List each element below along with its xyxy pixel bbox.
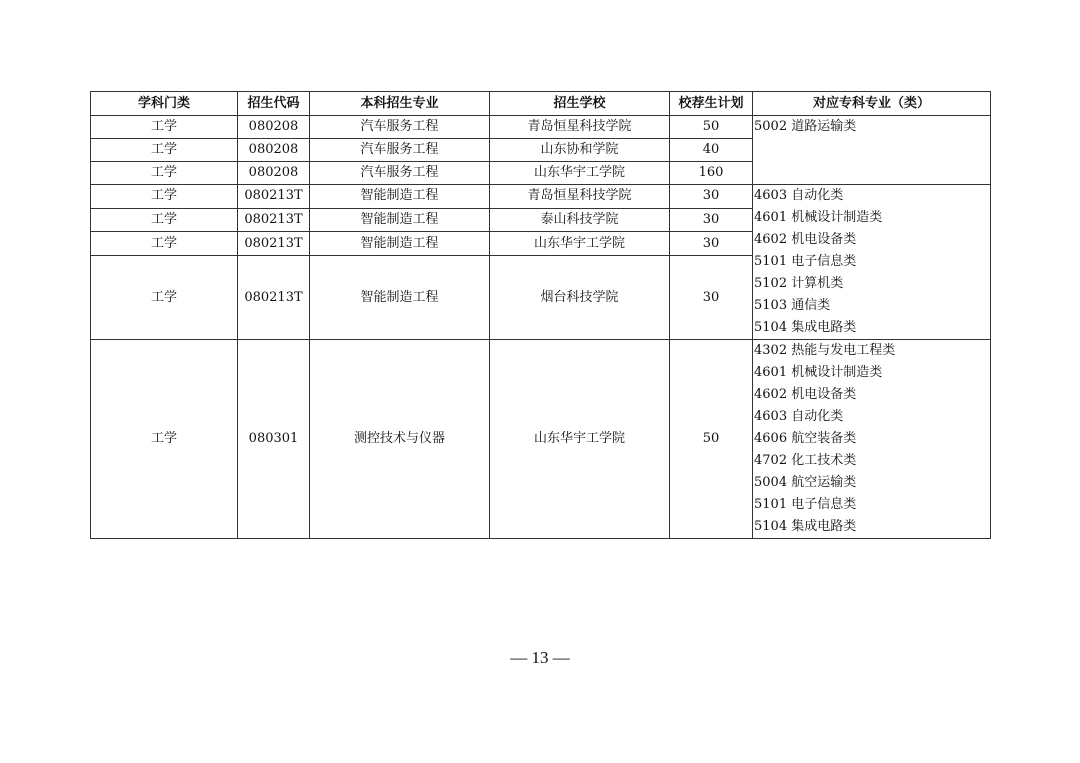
cell-code: 080213T (238, 208, 310, 232)
cell-code: 080301 (238, 340, 310, 539)
table-row (91, 340, 991, 539)
cell-plan: 30 (670, 232, 753, 256)
cell-plan: 30 (670, 185, 753, 209)
cell-school: 山东华宇工学院 (490, 340, 670, 539)
cell-major: 智能制造工程 (310, 185, 490, 209)
cell-category: 工学 (91, 340, 238, 539)
major-item: 4602 机电设备类 (754, 232, 857, 247)
header-major: 本科招生专业 (310, 92, 490, 116)
cell-plan: 30 (670, 256, 753, 340)
table-header-row (91, 92, 991, 116)
header-plan: 校荐生计划 (670, 92, 753, 116)
table-row (91, 185, 991, 209)
cell-plan: 40 (670, 139, 753, 162)
major-item: 5004 航空运输类 (754, 475, 857, 490)
header-school: 招生学校 (490, 92, 670, 116)
cell-code: 080213T (238, 185, 310, 209)
major-item: 5104 集成电路类 (754, 320, 857, 335)
cell-major: 智能制造工程 (310, 208, 490, 232)
cell-major: 智能制造工程 (310, 232, 490, 256)
cell-major: 汽车服务工程 (310, 139, 490, 162)
cell-plan: 50 (670, 116, 753, 139)
header-code: 招生代码 (238, 92, 310, 116)
cell-code: 080208 (238, 139, 310, 162)
page-number: — 13 — (510, 648, 570, 667)
cell-corresponding-majors (753, 185, 991, 340)
major-item: 4702 化工技术类 (754, 453, 857, 468)
enrollment-table (90, 91, 991, 539)
cell-category: 工学 (91, 185, 238, 209)
cell-major: 测控技术与仪器 (310, 340, 490, 539)
major-item: 5102 计算机类 (754, 276, 844, 291)
cell-school: 青岛恒星科技学院 (490, 116, 670, 139)
major-item: 4601 机械设计制造类 (754, 210, 883, 225)
cell-plan: 160 (670, 162, 753, 185)
cell-plan: 50 (670, 340, 753, 539)
major-item: 5101 电子信息类 (754, 497, 857, 512)
cell-school: 山东华宇工学院 (490, 232, 670, 256)
cell-corresponding-majors (753, 340, 991, 539)
cell-code: 080208 (238, 162, 310, 185)
major-item: 4606 航空装备类 (754, 431, 857, 446)
cell-school: 山东华宇工学院 (490, 162, 670, 185)
cell-category: 工学 (91, 162, 238, 185)
major-item: 4603 自动化类 (754, 409, 844, 424)
cell-major: 智能制造工程 (310, 256, 490, 340)
cell-school: 山东协和学院 (490, 139, 670, 162)
cell-category: 工学 (91, 116, 238, 139)
major-item: 4602 机电设备类 (754, 387, 857, 402)
cell-plan: 30 (670, 208, 753, 232)
cell-code: 080213T (238, 232, 310, 256)
cell-category: 工学 (91, 208, 238, 232)
cell-category: 工学 (91, 232, 238, 256)
header-category: 学科门类 (91, 92, 238, 116)
major-item: 5103 通信类 (754, 298, 831, 313)
major-item: 4603 自动化类 (754, 188, 844, 203)
cell-category: 工学 (91, 256, 238, 340)
major-item: 5104 集成电路类 (754, 519, 857, 534)
table-row (91, 116, 991, 139)
cell-major: 汽车服务工程 (310, 162, 490, 185)
major-item: 4601 机械设计制造类 (754, 365, 883, 380)
cell-code: 080213T (238, 256, 310, 340)
cell-major: 汽车服务工程 (310, 116, 490, 139)
cell-code: 080208 (238, 116, 310, 139)
cell-corresponding-majors (753, 116, 991, 185)
major-item: 4302 热能与发电工程类 (754, 343, 896, 358)
header-corresponding-majors: 对应专科专业（类） (753, 92, 991, 116)
cell-school: 泰山科技学院 (490, 208, 670, 232)
cell-school: 烟台科技学院 (490, 256, 670, 340)
cell-school: 青岛恒星科技学院 (490, 185, 670, 209)
major-item: 5101 电子信息类 (754, 254, 857, 269)
major-item: 5002 道路运输类 (754, 119, 857, 134)
cell-category: 工学 (91, 139, 238, 162)
